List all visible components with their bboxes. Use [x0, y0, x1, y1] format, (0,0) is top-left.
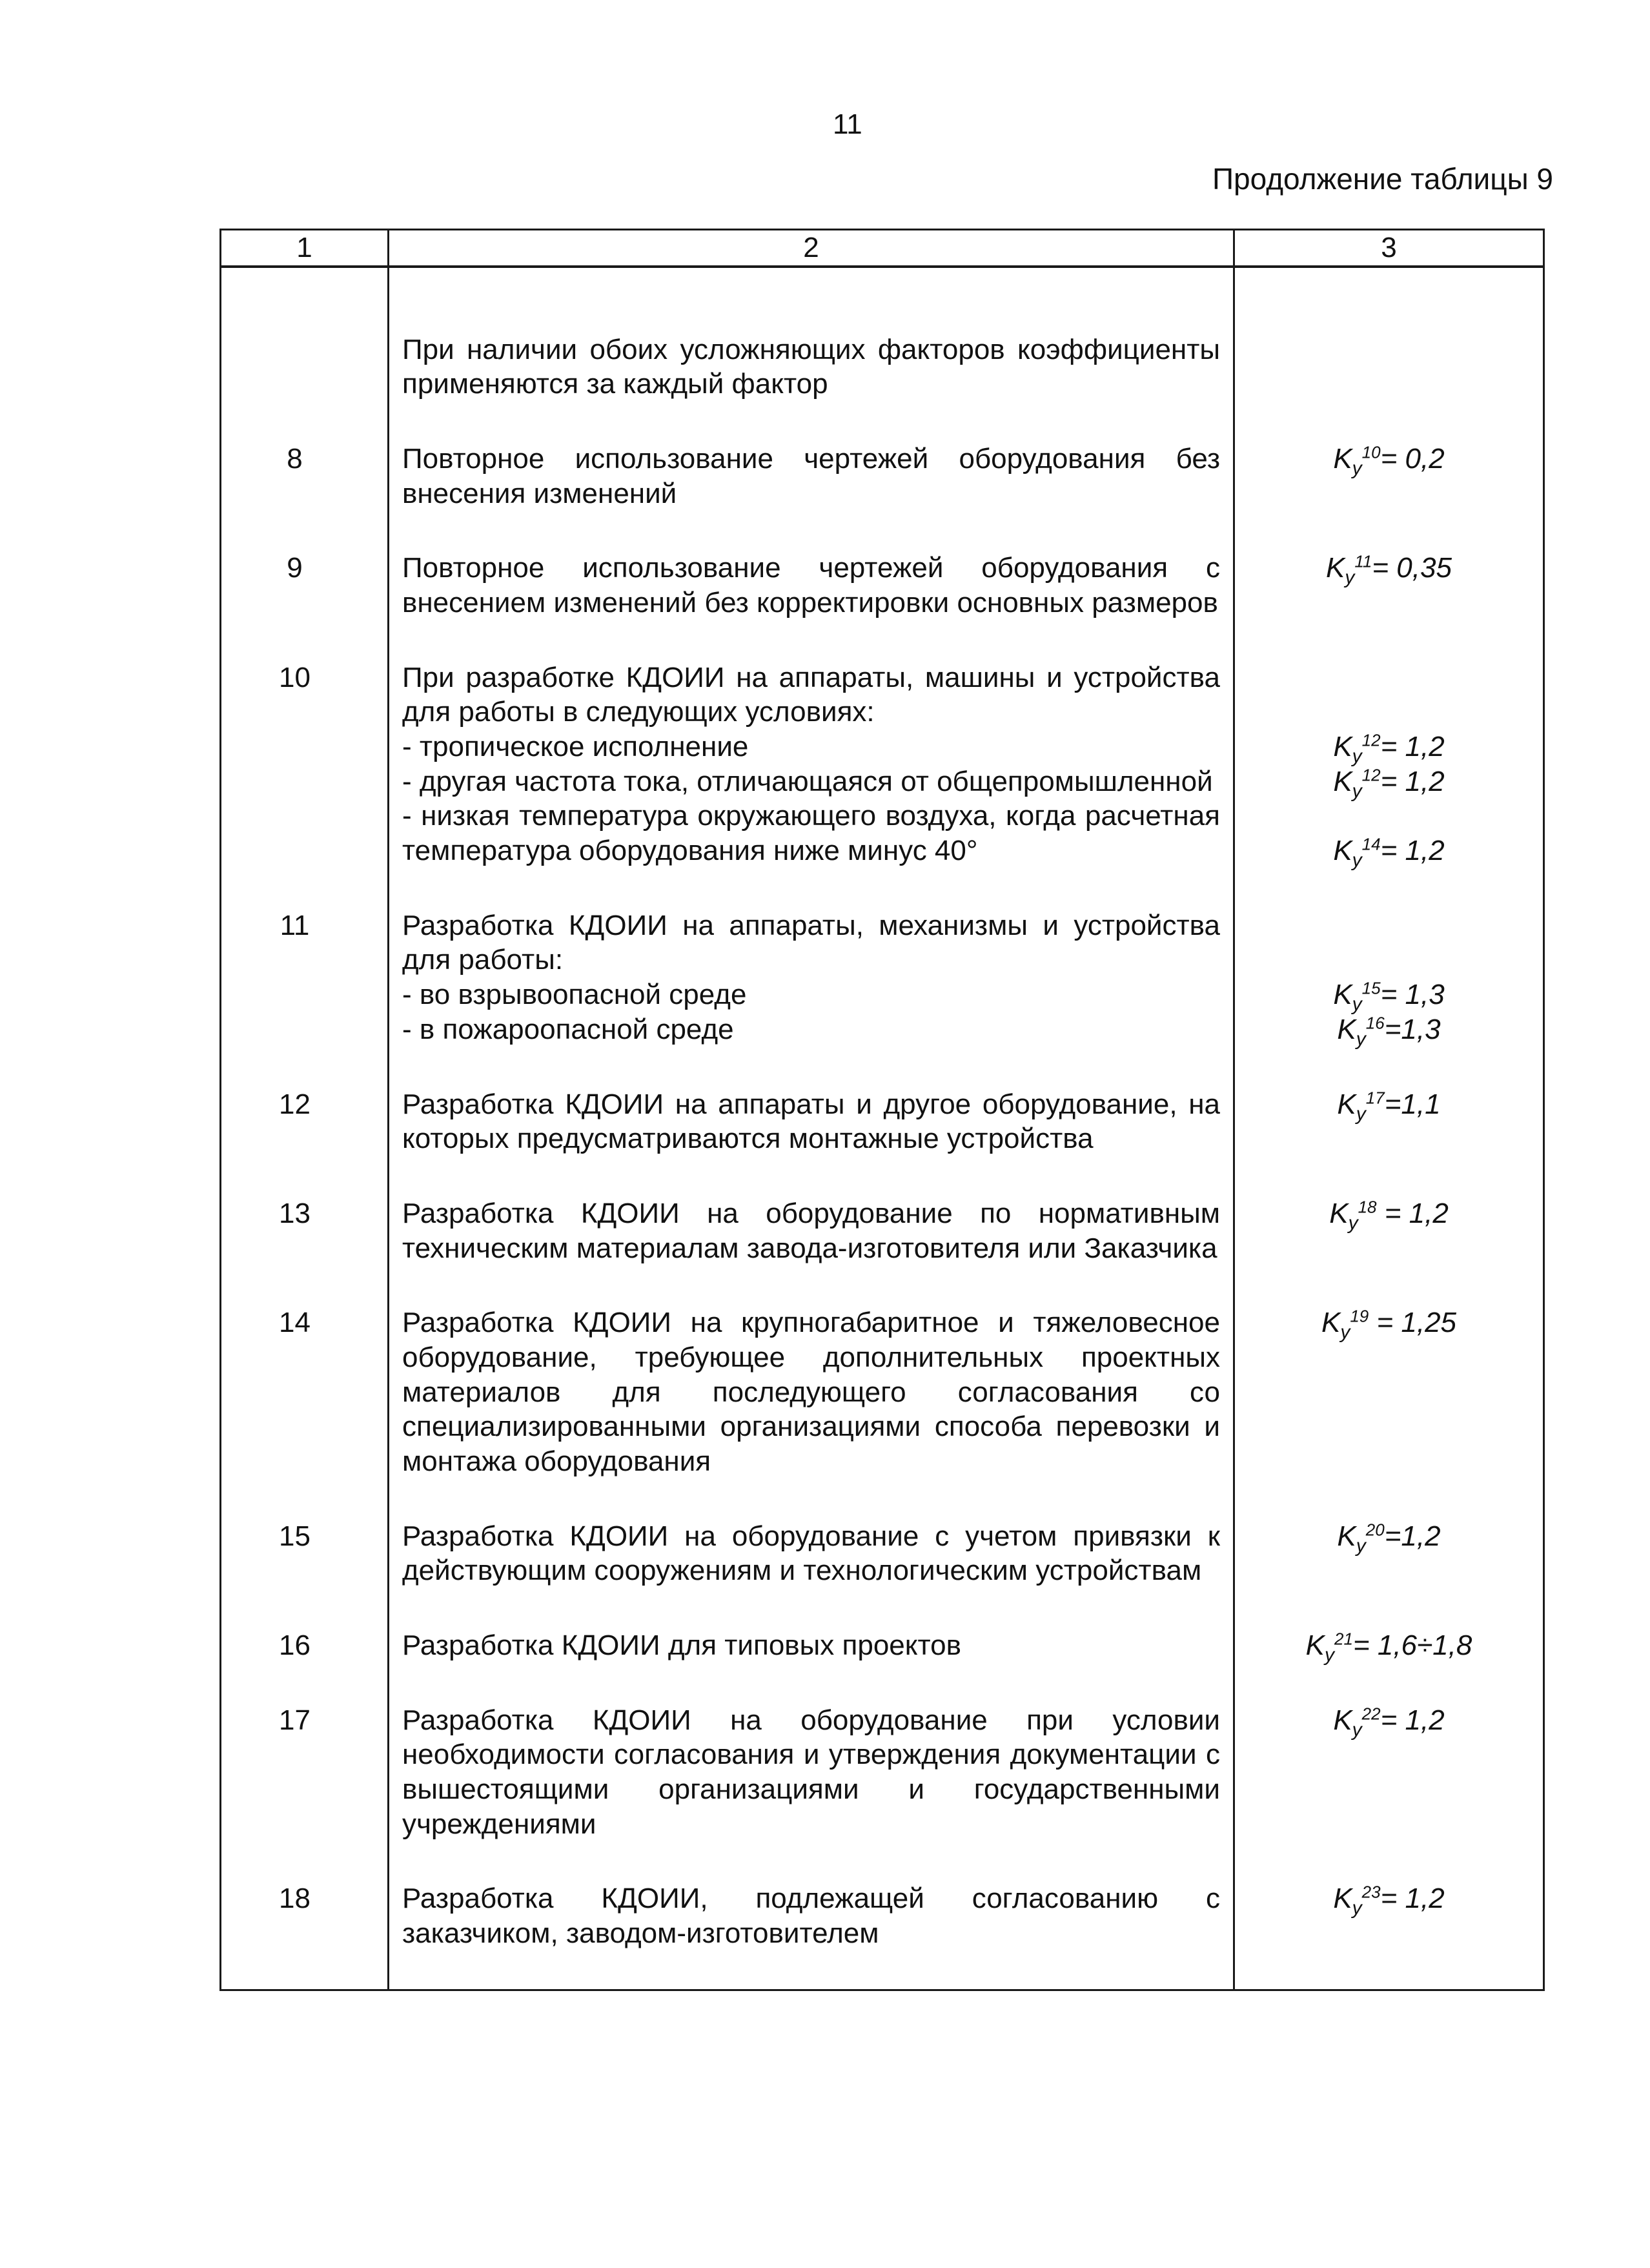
- description-line: Повторное использование чертежей оборудования без внесения изменений: [402, 443, 1220, 509]
- coef-number: = 1,2: [1380, 765, 1445, 797]
- header-col-1: 1: [221, 230, 389, 267]
- row-description: [389, 1182, 1234, 1291]
- coef-subscript: у: [1352, 1897, 1362, 1919]
- coef-symbol: K: [1305, 1629, 1325, 1661]
- coefficient-value: [1248, 833, 1530, 871]
- table-row: [221, 894, 1544, 1073]
- row-number: 18: [221, 1867, 389, 1990]
- coef-symbol: K: [1337, 1088, 1356, 1120]
- table-row: [221, 1182, 1544, 1291]
- row-coefficient: [1234, 1505, 1544, 1614]
- coef-number: =1,2: [1384, 1520, 1441, 1552]
- coef-number: = 1,2: [1376, 1197, 1449, 1229]
- coef-symbol: K: [1326, 552, 1345, 584]
- coef-subscript: у: [1352, 457, 1362, 479]
- coef-subscript: у: [1340, 1321, 1350, 1343]
- row-coefficient: [1234, 536, 1544, 646]
- description-line: Разработка КДОИИ на крупногабаритное и тяжеловесное оборудование, требующее дополнительных проектных материалов для последующего согласования со специализированными организациями способа перевозки и монтажа оборудования: [402, 1307, 1220, 1477]
- row-number: 15: [221, 1505, 389, 1614]
- row-description: [389, 1689, 1234, 1868]
- table-header-row: [221, 230, 1544, 267]
- row-coefficient: [1234, 1689, 1544, 1868]
- row-coefficient: [1234, 1867, 1544, 1990]
- table-row: [221, 1689, 1544, 1868]
- description-line: Повторное использование чертежей оборудования с внесением изменений без корректировки основных размеров: [402, 552, 1220, 619]
- table-row: [221, 427, 1544, 536]
- coef-subscript: у: [1348, 1212, 1358, 1234]
- row-description: [389, 646, 1234, 894]
- coef-index: 15: [1361, 978, 1381, 998]
- coef-subscript: у: [1325, 1644, 1335, 1666]
- page-number: 11: [833, 108, 862, 140]
- coef-index: 20: [1365, 1519, 1385, 1539]
- description-line: Разработка КДОИИ на оборудование при условии необходимости согласования и утверждения документации с вышестоящими организациями и государственными учреждениями: [402, 1704, 1220, 1840]
- row-number: 13: [221, 1182, 389, 1291]
- coef-index: 17: [1365, 1087, 1385, 1107]
- coef-number: = 1,6÷1,8: [1352, 1629, 1472, 1661]
- coef-subscript: у: [1352, 780, 1362, 802]
- description-line: Разработка КДОИИ на оборудование по нормативным техническим материалам завода-изготовителя или Заказчика: [402, 1197, 1220, 1264]
- row-description: [389, 1867, 1234, 1990]
- description-line: Разработка КДОИИ на оборудование с учетом привязки к действующим сооружениям и технологическим устройствам: [402, 1520, 1220, 1587]
- coef-number: = 1,2: [1380, 1704, 1445, 1736]
- coef-symbol: K: [1321, 1307, 1341, 1339]
- coef-index: 16: [1365, 1013, 1385, 1033]
- row-number: 8: [221, 427, 389, 536]
- row-number: 10: [221, 646, 389, 894]
- coefficient-value: [1248, 1012, 1530, 1050]
- row-number: 12: [221, 1073, 389, 1182]
- coefficient-value: [1248, 1519, 1530, 1557]
- coef-symbol: K: [1333, 443, 1352, 475]
- header-col-3: 3: [1234, 230, 1544, 267]
- coef-symbol: K: [1329, 1197, 1349, 1229]
- row-coefficient: [1234, 894, 1544, 1073]
- row-coefficient: [1234, 427, 1544, 536]
- coef-symbol: K: [1333, 1704, 1352, 1736]
- row-description: [389, 1291, 1234, 1504]
- coef-index: 22: [1361, 1703, 1381, 1723]
- row-number: 17: [221, 1689, 389, 1868]
- row-description: [389, 894, 1234, 1073]
- coef-index: 18: [1358, 1197, 1377, 1217]
- coef-symbol: K: [1333, 835, 1352, 867]
- coef-symbol: K: [1337, 1013, 1356, 1045]
- row-description: [389, 536, 1234, 646]
- coef-subscript: у: [1356, 1535, 1366, 1557]
- table-row: [221, 1291, 1544, 1504]
- row-description: [389, 1614, 1234, 1689]
- coefficient-value: [1248, 1305, 1530, 1343]
- table-row: [221, 1505, 1544, 1614]
- coef-index: 14: [1361, 834, 1381, 854]
- coef-number: = 1,25: [1369, 1307, 1457, 1339]
- coef-subscript: у: [1356, 1103, 1366, 1125]
- coef-number: = 1,2: [1380, 731, 1445, 763]
- table-continuation-label: Продолжение таблицы 9: [1212, 162, 1553, 196]
- coef-number: =1,1: [1384, 1088, 1441, 1120]
- row-coefficient: [1234, 1291, 1544, 1504]
- coef-subscript: у: [1352, 849, 1362, 871]
- row-description: [389, 1073, 1234, 1182]
- row-description: [389, 1505, 1234, 1614]
- coef-subscript: у: [1352, 993, 1362, 1015]
- header-col-2: 2: [389, 230, 1234, 267]
- coefficient-value: [1248, 1628, 1530, 1666]
- intro-text: При наличии обоих усложняющих факторов коэффициенты применяются за каждый фактор: [389, 267, 1234, 427]
- coefficient-value: [1248, 1881, 1530, 1919]
- table-row: [221, 1867, 1544, 1990]
- coefficient-value: [1248, 730, 1530, 767]
- coefficient-value: [1248, 551, 1530, 589]
- coef-symbol: K: [1333, 1883, 1352, 1915]
- coef-subscript: у: [1352, 1719, 1362, 1741]
- description-line: Разработка КДОИИ на аппараты, механизмы и устройства для работы:: [402, 909, 1220, 976]
- intro-num-cell: [221, 267, 389, 427]
- coef-number: =1,3: [1384, 1013, 1441, 1045]
- coef-subscript: у: [1345, 567, 1355, 589]
- row-number: 16: [221, 1614, 389, 1689]
- row-number: 14: [221, 1291, 389, 1504]
- table-row: [221, 646, 1544, 894]
- coef-symbol: K: [1333, 979, 1352, 1011]
- intro-row: [221, 267, 1544, 427]
- row-number: 11: [221, 894, 389, 1073]
- description-line: - другая частота тока, отличающаяся от общепромышленной: [402, 765, 1213, 797]
- table-row: [221, 1614, 1544, 1689]
- description-line: - в пожароопасной среде: [402, 1013, 734, 1045]
- coefficient-value: [1248, 442, 1530, 479]
- intro-coef-cell: [1234, 267, 1544, 427]
- coef-number: = 1,2: [1380, 1883, 1445, 1915]
- coef-index: 23: [1361, 1882, 1381, 1902]
- description-line: При разработке КДОИИ на аппараты, машины и устройства для работы в следующих условиях:: [402, 661, 1220, 728]
- coef-index: 19: [1350, 1306, 1369, 1326]
- description-line: - во взрывоопасной среде: [402, 979, 747, 1011]
- description-line: - тропическое исполнение: [402, 731, 749, 763]
- row-description: [389, 427, 1234, 536]
- coef-number: = 0,35: [1372, 552, 1452, 584]
- coefficients-table: [219, 229, 1545, 1991]
- row-coefficient: [1234, 646, 1544, 894]
- description-line: Разработка КДОИИ для типовых проектов: [402, 1629, 962, 1661]
- coef-subscript: у: [1356, 1028, 1366, 1050]
- coef-index: 12: [1361, 730, 1381, 750]
- coefficient-value: [1248, 764, 1530, 802]
- coef-number: = 0,2: [1380, 443, 1445, 475]
- coef-subscript: у: [1352, 745, 1362, 767]
- description-line: Разработка КДОИИ, подлежащей согласованию с заказчиком, заводом-изготовителем: [402, 1883, 1220, 1949]
- coef-symbol: K: [1333, 731, 1352, 763]
- coef-number: = 1,3: [1380, 979, 1445, 1011]
- coefficient-value: [1248, 977, 1530, 1015]
- row-number: 9: [221, 536, 389, 646]
- row-coefficient: [1234, 1182, 1544, 1291]
- row-coefficient: [1234, 1073, 1544, 1182]
- coef-index: 12: [1361, 765, 1381, 785]
- coef-index: 21: [1334, 1629, 1353, 1649]
- description-line: - низкая температура окружающего воздуха, когда расчетная температура оборудования ниже минус 40°: [402, 800, 1220, 867]
- coef-number: = 1,2: [1380, 835, 1445, 867]
- row-coefficient: [1234, 1614, 1544, 1689]
- description-line: Разработка КДОИИ на аппараты и другое оборудование, на которых предусматриваются монтажные устройства: [402, 1088, 1220, 1155]
- table-row: [221, 536, 1544, 646]
- coefficient-value: [1248, 1703, 1530, 1741]
- coefficient-value: [1248, 1196, 1530, 1234]
- table-row: [221, 1073, 1544, 1182]
- coef-symbol: K: [1333, 765, 1352, 797]
- coef-index: 10: [1361, 442, 1381, 462]
- coefficient-value: [1248, 1087, 1530, 1125]
- coef-symbol: K: [1337, 1520, 1356, 1552]
- coef-index: 11: [1354, 551, 1372, 571]
